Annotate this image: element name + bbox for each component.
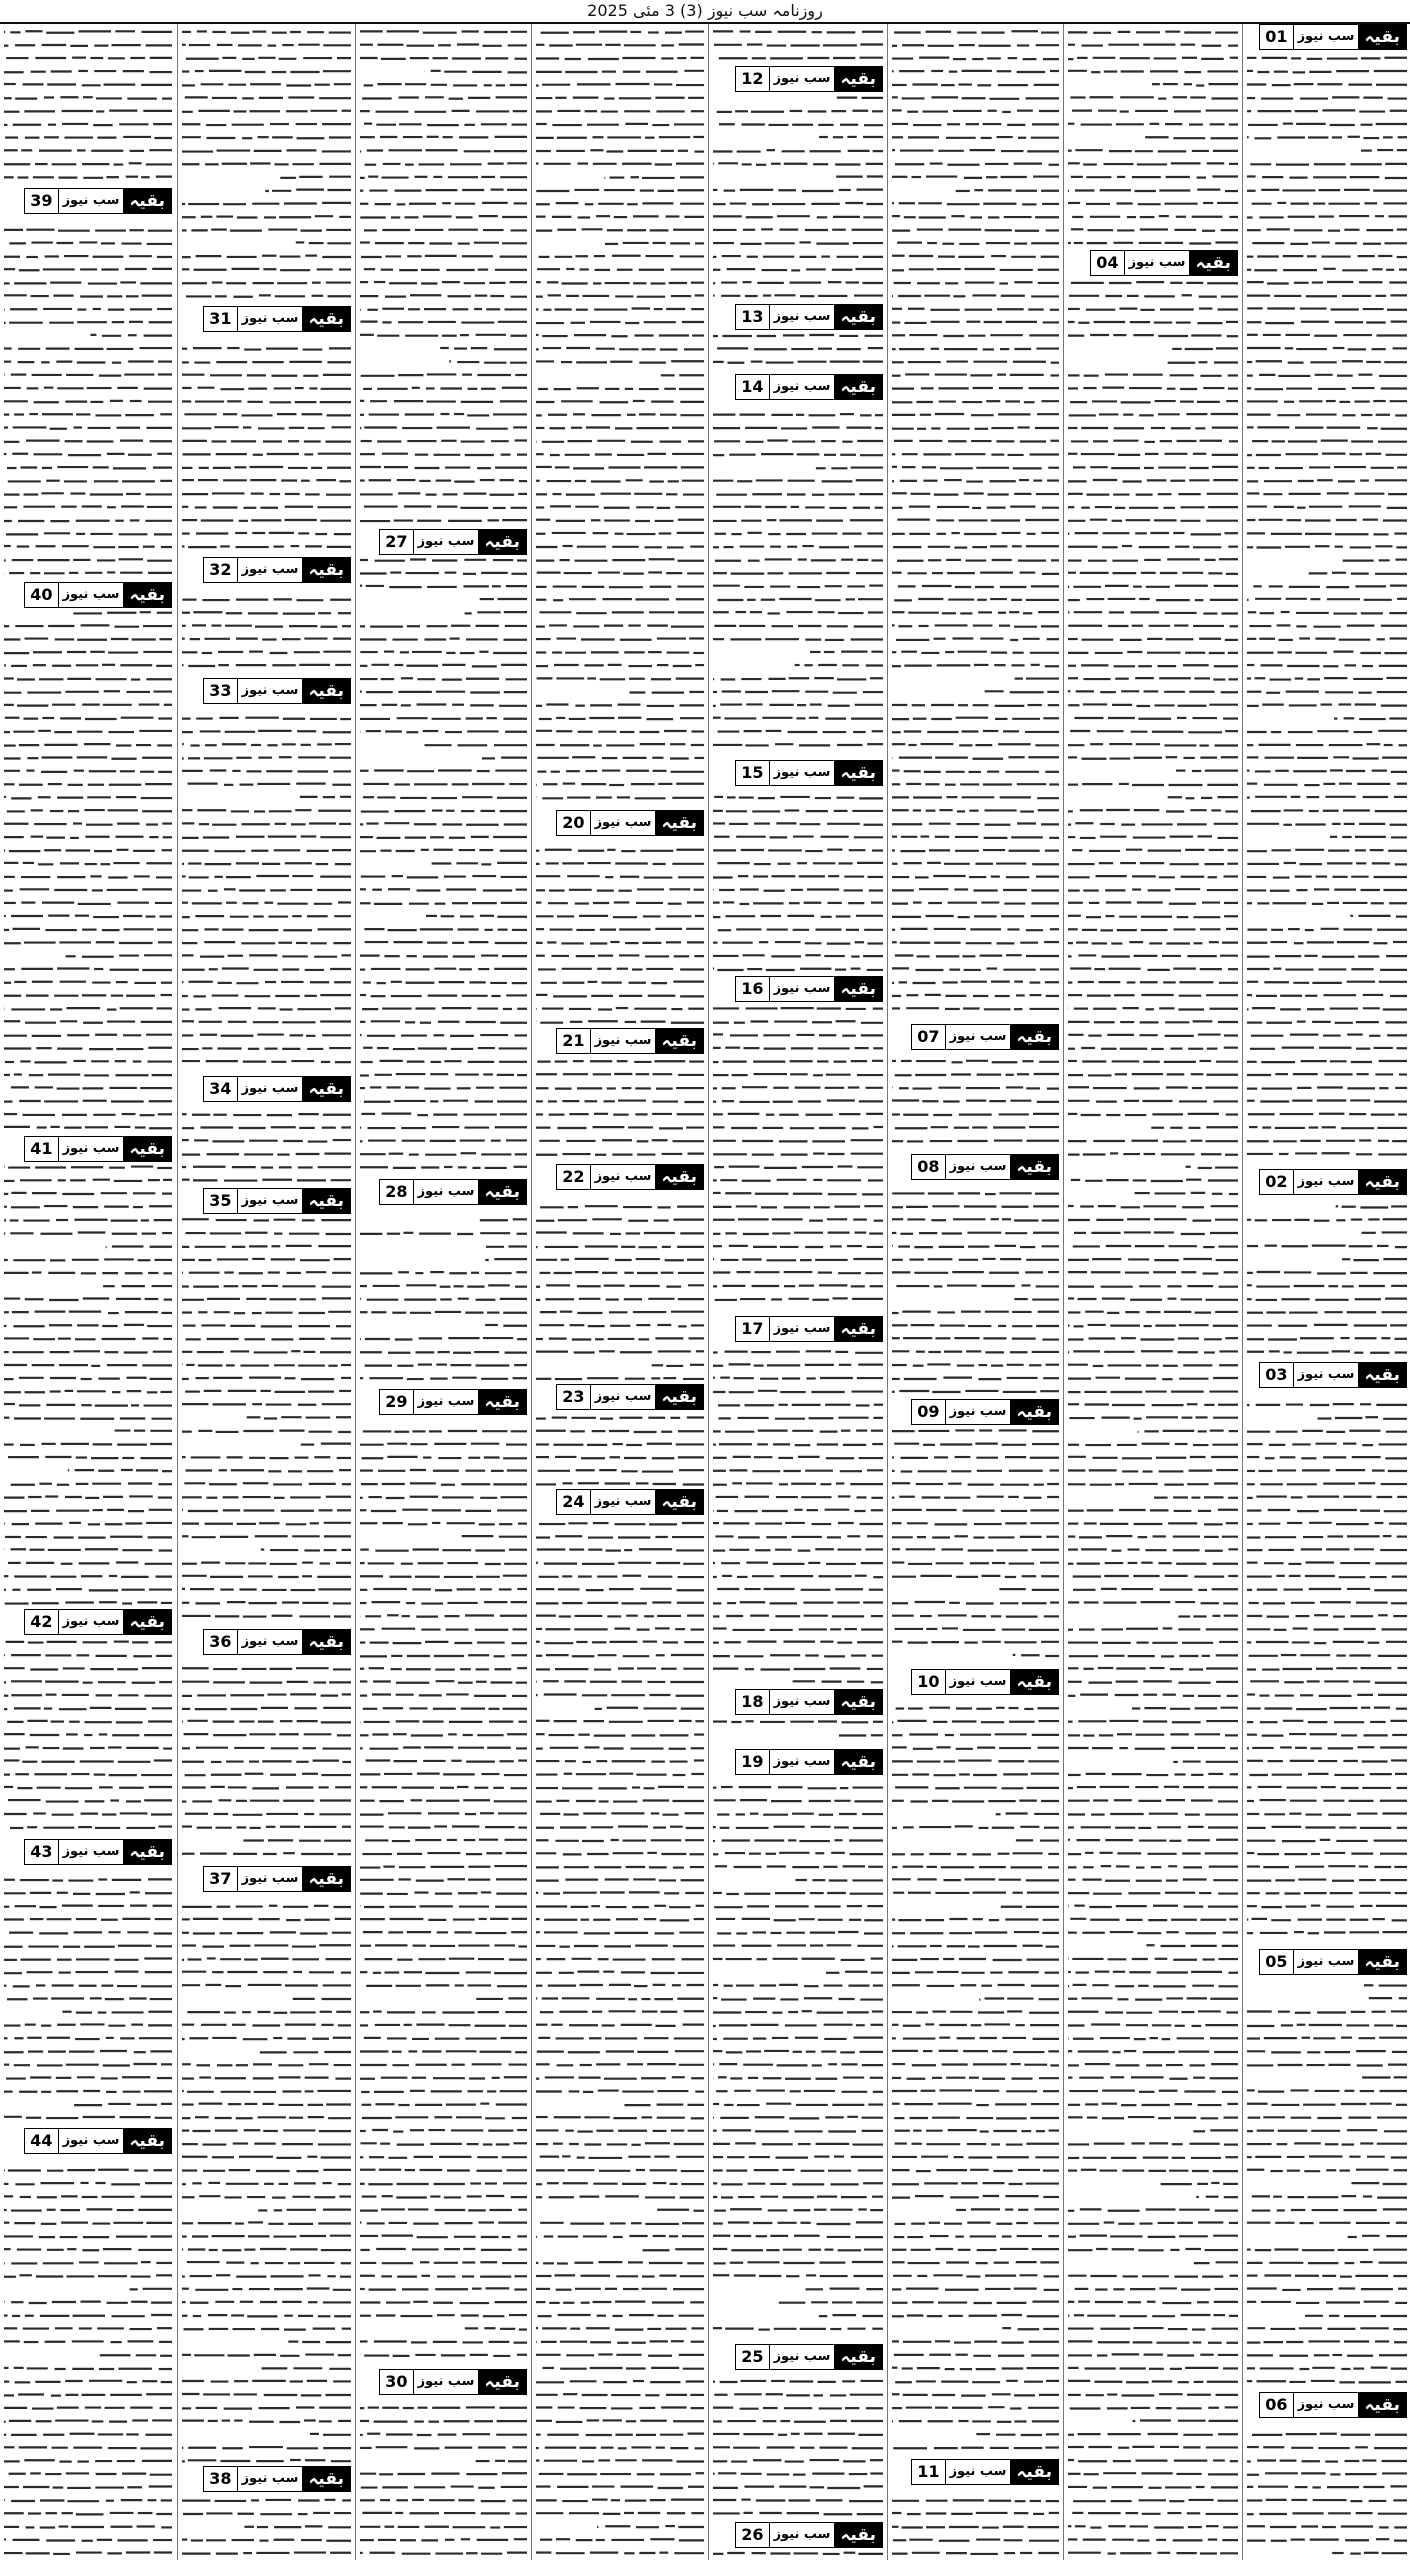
tag-source: سب نیوز [769, 761, 835, 785]
tag-number: 11 [917, 2462, 940, 2481]
tag-number: 28 [385, 1182, 408, 1201]
column-text-lines [1243, 24, 1410, 2560]
tag-number: 02 [1265, 1172, 1288, 1191]
tag-number: 35 [209, 1191, 232, 1210]
column-text-lines [532, 24, 708, 2560]
tag-number: 43 [30, 1842, 53, 1861]
column-8 [0, 24, 176, 2560]
tag-number: 20 [562, 813, 585, 832]
tag-number: 04 [1096, 253, 1119, 272]
tag-word: بقیہ [1189, 251, 1237, 275]
tag-number: 32 [209, 560, 232, 579]
tag-word: بقیہ [834, 2345, 882, 2369]
tag-word: بقیہ [834, 1750, 882, 1774]
continuation-tag [379, 1389, 527, 1415]
tag-number: 26 [741, 2525, 764, 2544]
tag-source: سب نیوز [237, 1077, 303, 1101]
continuation-tag [1259, 24, 1407, 50]
tag-source: سب نیوز [1293, 1170, 1359, 1194]
continuation-tag [735, 760, 883, 786]
tag-number: 40 [30, 585, 53, 604]
tag-source: سب نیوز [413, 530, 479, 554]
continuation-tag [911, 1669, 1059, 1695]
tag-word: بقیہ [1010, 1670, 1058, 1694]
tag-word: بقیہ [655, 811, 703, 835]
tag-word: بقیہ [834, 2523, 882, 2547]
tag-number: 13 [741, 307, 764, 326]
tag-word: بقیہ [834, 375, 882, 399]
tag-number: 24 [562, 1492, 585, 1511]
continuation-tag [735, 374, 883, 400]
tag-word: بقیہ [123, 2129, 171, 2153]
tag-number: 41 [30, 1139, 53, 1158]
continuation-tag [556, 1164, 704, 1190]
tag-source: سب نیوز [58, 1840, 124, 1864]
tag-number: 34 [209, 1079, 232, 1098]
tag-source: سب نیوز [1293, 2393, 1359, 2417]
continuation-tag [735, 1689, 883, 1715]
tag-source: سب نیوز [1293, 1950, 1359, 1974]
column-7 [177, 24, 355, 2560]
continuation-tag [203, 678, 351, 704]
continuation-tag [379, 529, 527, 555]
tag-number: 15 [741, 763, 764, 782]
tag-source: سب نیوز [945, 1155, 1011, 1179]
continuation-tag [203, 1629, 351, 1655]
tag-source: سب نیوز [237, 307, 303, 331]
tag-source: سب نیوز [769, 1317, 835, 1341]
tag-word: بقیہ [1358, 2393, 1406, 2417]
tag-word: بقیہ [123, 1610, 171, 1634]
continuation-tag [203, 1866, 351, 1892]
continuation-tag [735, 1749, 883, 1775]
tag-number: 29 [385, 1392, 408, 1411]
tag-source: سب نیوز [413, 1180, 479, 1204]
tag-source: سب نیوز [58, 583, 124, 607]
tag-number: 21 [562, 1031, 585, 1050]
continuation-tag [735, 66, 883, 92]
tag-number: 07 [917, 1027, 940, 1046]
tag-source: سب نیوز [769, 1750, 835, 1774]
column-text-lines [0, 24, 176, 2560]
tag-word: بقیہ [834, 977, 882, 1001]
tag-number: 03 [1265, 1365, 1288, 1384]
continuation-tag [24, 1609, 172, 1635]
tag-number: 42 [30, 1612, 53, 1631]
continuation-tag [24, 188, 172, 214]
tag-source: سب نیوز [58, 2129, 124, 2153]
tag-source: سب نیوز [769, 67, 835, 91]
tag-number: 05 [1265, 1952, 1288, 1971]
tag-number: 39 [30, 191, 53, 210]
continuation-tag [911, 2459, 1059, 2485]
tag-number: 33 [209, 681, 232, 700]
tag-word: بقیہ [302, 1077, 350, 1101]
tag-source: سب نیوز [945, 1400, 1011, 1424]
tag-word: بقیہ [1010, 2460, 1058, 2484]
continuation-tag [24, 1136, 172, 1162]
tag-word: بقیہ [302, 1189, 350, 1213]
tag-source: سب نیوز [237, 1867, 303, 1891]
column-text-lines [709, 24, 887, 2560]
tag-word: بقیہ [834, 1690, 882, 1714]
tag-number: 23 [562, 1387, 585, 1406]
tag-word: بقیہ [1358, 25, 1406, 49]
column-2 [1063, 24, 1242, 2560]
tag-number: 06 [1265, 2395, 1288, 2414]
tag-number: 27 [385, 532, 408, 551]
tag-number: 16 [741, 979, 764, 998]
tag-word: بقیہ [1358, 1950, 1406, 1974]
tag-word: بقیہ [1010, 1025, 1058, 1049]
tag-number: 18 [741, 1692, 764, 1711]
columns-area [0, 24, 1410, 2560]
continuation-tag [911, 1399, 1059, 1425]
column-text-lines [888, 24, 1063, 2560]
tag-source: سب نیوز [769, 2345, 835, 2369]
column-6 [355, 24, 531, 2560]
continuation-tag [379, 1179, 527, 1205]
tag-source: سب نیوز [590, 1029, 656, 1053]
column-3 [887, 24, 1063, 2560]
continuation-tag [735, 1316, 883, 1342]
tag-source: سب نیوز [769, 977, 835, 1001]
continuation-tag [1259, 2392, 1407, 2418]
continuation-tag [203, 1076, 351, 1102]
tag-source: سب نیوز [237, 558, 303, 582]
tag-source: سب نیوز [58, 189, 124, 213]
tag-source: سب نیوز [945, 2460, 1011, 2484]
tag-source: سب نیوز [1293, 25, 1359, 49]
continuation-tag [203, 2466, 351, 2492]
continuation-tag [203, 306, 351, 332]
tag-source: سب نیوز [237, 1189, 303, 1213]
tag-word: بقیہ [123, 583, 171, 607]
masthead: روزنامہ سب نیوز (3) 3 مئی 2025 [0, 0, 1410, 24]
continuation-tag [379, 2369, 527, 2395]
tag-source: سب نیوز [58, 1137, 124, 1161]
tag-source: سب نیوز [590, 1385, 656, 1409]
tag-number: 36 [209, 1632, 232, 1651]
tag-number: 22 [562, 1167, 585, 1186]
continuation-tag [735, 2522, 883, 2548]
tag-word: بقیہ [834, 67, 882, 91]
tag-source: سب نیوز [1293, 1363, 1359, 1387]
tag-word: بقیہ [655, 1029, 703, 1053]
tag-number: 30 [385, 2372, 408, 2391]
tag-word: بقیہ [834, 305, 882, 329]
tag-source: سب نیوز [237, 1630, 303, 1654]
tag-word: بقیہ [123, 1137, 171, 1161]
tag-source: سب نیوز [237, 679, 303, 703]
tag-word: بقیہ [655, 1490, 703, 1514]
tag-word: بقیہ [478, 2370, 526, 2394]
column-text-lines [356, 24, 531, 2560]
column-5 [531, 24, 708, 2560]
continuation-tag [735, 976, 883, 1002]
tag-source: سب نیوز [769, 2523, 835, 2547]
tag-word: بقیہ [302, 1867, 350, 1891]
continuation-tag [24, 1839, 172, 1865]
continuation-tag [1259, 1362, 1407, 1388]
continuation-tag [1259, 1169, 1407, 1195]
column-text-lines [178, 24, 355, 2560]
tag-source: سب نیوز [590, 1490, 656, 1514]
tag-word: بقیہ [302, 2467, 350, 2491]
continuation-tag [735, 2344, 883, 2370]
tag-word: بقیہ [478, 530, 526, 554]
tag-source: سب نیوز [237, 2467, 303, 2491]
tag-source: سب نیوز [58, 1610, 124, 1634]
tag-word: بقیہ [302, 1630, 350, 1654]
column-text-lines [1064, 24, 1242, 2560]
tag-word: بقیہ [302, 307, 350, 331]
tag-word: بقیہ [478, 1390, 526, 1414]
continuation-tag [1259, 1949, 1407, 1975]
continuation-tag [556, 1489, 704, 1515]
continuation-tag [911, 1024, 1059, 1050]
tag-number: 01 [1265, 27, 1288, 46]
continuation-tag [203, 557, 351, 583]
tag-number: 37 [209, 1869, 232, 1888]
tag-number: 10 [917, 1672, 940, 1691]
continuation-tag [1090, 250, 1238, 276]
tag-number: 31 [209, 309, 232, 328]
tag-word: بقیہ [123, 189, 171, 213]
continuation-tag [556, 810, 704, 836]
tag-source: سب نیوز [413, 2370, 479, 2394]
tag-number: 08 [917, 1157, 940, 1176]
tag-source: سب نیوز [413, 1390, 479, 1414]
tag-word: بقیہ [302, 558, 350, 582]
tag-number: 09 [917, 1402, 940, 1421]
continuation-tag [735, 304, 883, 330]
tag-source: سب نیوز [769, 375, 835, 399]
column-4 [708, 24, 887, 2560]
tag-source: سب نیوز [590, 1165, 656, 1189]
tag-source: سب نیوز [1124, 251, 1190, 275]
continuation-tag [556, 1028, 704, 1054]
tag-word: بقیہ [655, 1165, 703, 1189]
tag-number: 12 [741, 69, 764, 88]
tag-word: بقیہ [834, 761, 882, 785]
tag-source: سب نیوز [590, 811, 656, 835]
tag-word: بقیہ [478, 1180, 526, 1204]
tag-number: 17 [741, 1319, 764, 1338]
tag-word: بقیہ [1010, 1155, 1058, 1179]
tag-number: 38 [209, 2469, 232, 2488]
tag-source: سب نیوز [769, 1690, 835, 1714]
tag-number: 25 [741, 2347, 764, 2366]
tag-word: بقیہ [123, 1840, 171, 1864]
tag-word: بقیہ [655, 1385, 703, 1409]
continuation-tag [24, 582, 172, 608]
continuation-tag [911, 1154, 1059, 1180]
tag-number: 44 [30, 2131, 53, 2150]
continuation-tag [556, 1384, 704, 1410]
tag-number: 14 [741, 377, 764, 396]
column-1 [1242, 24, 1410, 2560]
tag-word: بقیہ [1358, 1363, 1406, 1387]
tag-source: سب نیوز [945, 1670, 1011, 1694]
continuation-tag [203, 1188, 351, 1214]
tag-word: بقیہ [1358, 1170, 1406, 1194]
continuation-tag [24, 2128, 172, 2154]
tag-source: سب نیوز [945, 1025, 1011, 1049]
tag-source: سب نیوز [769, 305, 835, 329]
tag-word: بقیہ [302, 679, 350, 703]
tag-word: بقیہ [834, 1317, 882, 1341]
tag-word: بقیہ [1010, 1400, 1058, 1424]
tag-number: 19 [741, 1752, 764, 1771]
